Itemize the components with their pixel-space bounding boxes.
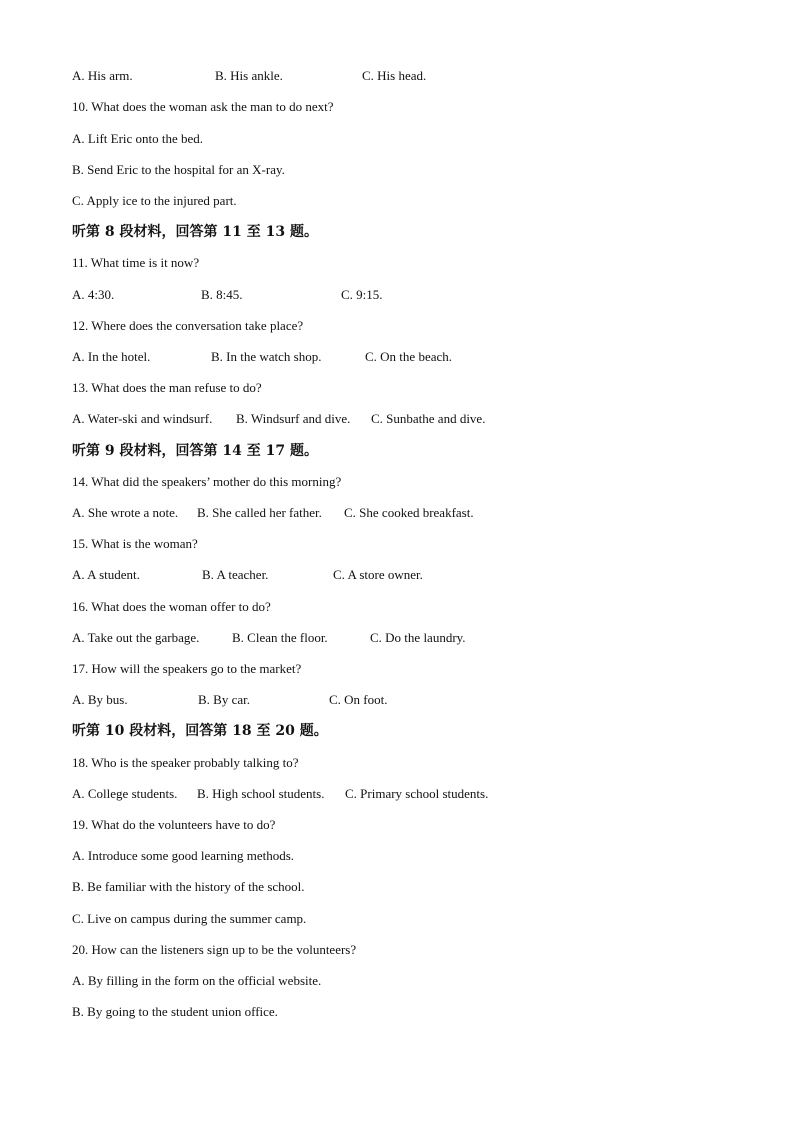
q12-option-c: C. On the beach.	[365, 349, 453, 364]
q19-stem: 19. What do the volunteers have to do?	[72, 817, 276, 832]
q17-stem: 17. How will the speakers go to the market?	[72, 661, 302, 676]
q15-stem: 15. What is the woman?	[72, 536, 198, 551]
q16-option-a: A. Take out the garbage.	[72, 630, 200, 645]
q9-option-a: A. His arm.	[72, 68, 133, 83]
q16-stem: 16. What does the woman offer to do?	[72, 599, 271, 614]
q18-stem: 18. Who is the speaker probably talking to?	[72, 755, 299, 770]
q19-option-a: A. Introduce some good learning methods.	[72, 848, 295, 863]
q19-option-b: B. Be familiar with the history of the school.	[72, 879, 305, 894]
q14-option-c: C. She cooked breakfast.	[344, 505, 474, 520]
q11-stem: 11. What time is it now?	[72, 255, 200, 270]
q10-option-c: C. Apply ice to the injured part.	[72, 193, 237, 208]
q13-stem: 13. What does the man refuse to do?	[72, 380, 262, 395]
q20-option-a: A. By filling in the form on the official website.	[72, 973, 322, 988]
q15-option-b: B. A teacher.	[202, 567, 269, 582]
section-heading-8: 听第 8 段材料，回答第 11 至 13 题。	[72, 224, 318, 240]
q9-option-b: B. His ankle.	[215, 68, 283, 83]
q13-option-b: B. Windsurf and dive.	[236, 411, 351, 426]
section-heading-10: 听第 10 段材料，回答第 18 至 20 题。	[72, 723, 328, 739]
q15-option-a: A. A student.	[72, 567, 140, 582]
q9-option-c: C. His head.	[362, 68, 427, 83]
q12-stem: 12. Where does the conversation take place?	[72, 318, 304, 333]
section-heading-9: 听第 9 段材料，回答第 14 至 17 题。	[72, 443, 318, 459]
q18-option-c: C. Primary school students.	[345, 786, 489, 801]
q14-stem: 14. What did the speakers’ mother do this morning?	[72, 474, 342, 489]
q12-option-a: A. In the hotel.	[72, 349, 151, 364]
q10-stem: 10. What does the woman ask the man to do next?	[72, 99, 334, 114]
q17-option-c: C. On foot.	[329, 692, 388, 707]
q17-option-b: B. By car.	[198, 692, 250, 707]
q11-option-a: A. 4:30.	[72, 287, 115, 302]
q13-option-c: C. Sunbathe and dive.	[371, 411, 486, 426]
q18-option-a: A. College students.	[72, 786, 178, 801]
q18-option-b: B. High school students.	[197, 786, 325, 801]
q10-option-a: A. Lift Eric onto the bed.	[72, 131, 204, 146]
q13-option-a: A. Water-ski and windsurf.	[72, 411, 213, 426]
q11-option-c: C. 9:15.	[341, 287, 383, 302]
q20-option-b: B. By going to the student union office.	[72, 1004, 278, 1019]
q16-option-b: B. Clean the floor.	[232, 630, 328, 645]
q14-option-a: A. She wrote a note.	[72, 505, 179, 520]
q19-option-c: C. Live on campus during the summer camp.	[72, 911, 307, 926]
q20-stem: 20. How can the listeners sign up to be the volunteers?	[72, 942, 357, 957]
q15-option-c: C. A store owner.	[333, 567, 423, 582]
q12-option-b: B. In the watch shop.	[211, 349, 322, 364]
q17-option-a: A. By bus.	[72, 692, 128, 707]
q11-option-b: B. 8:45.	[201, 287, 243, 302]
q14-option-b: B. She called her father.	[197, 505, 322, 520]
q10-option-b: B. Send Eric to the hospital for an X-ray.	[72, 162, 285, 177]
q16-option-c: C. Do the laundry.	[370, 630, 466, 645]
